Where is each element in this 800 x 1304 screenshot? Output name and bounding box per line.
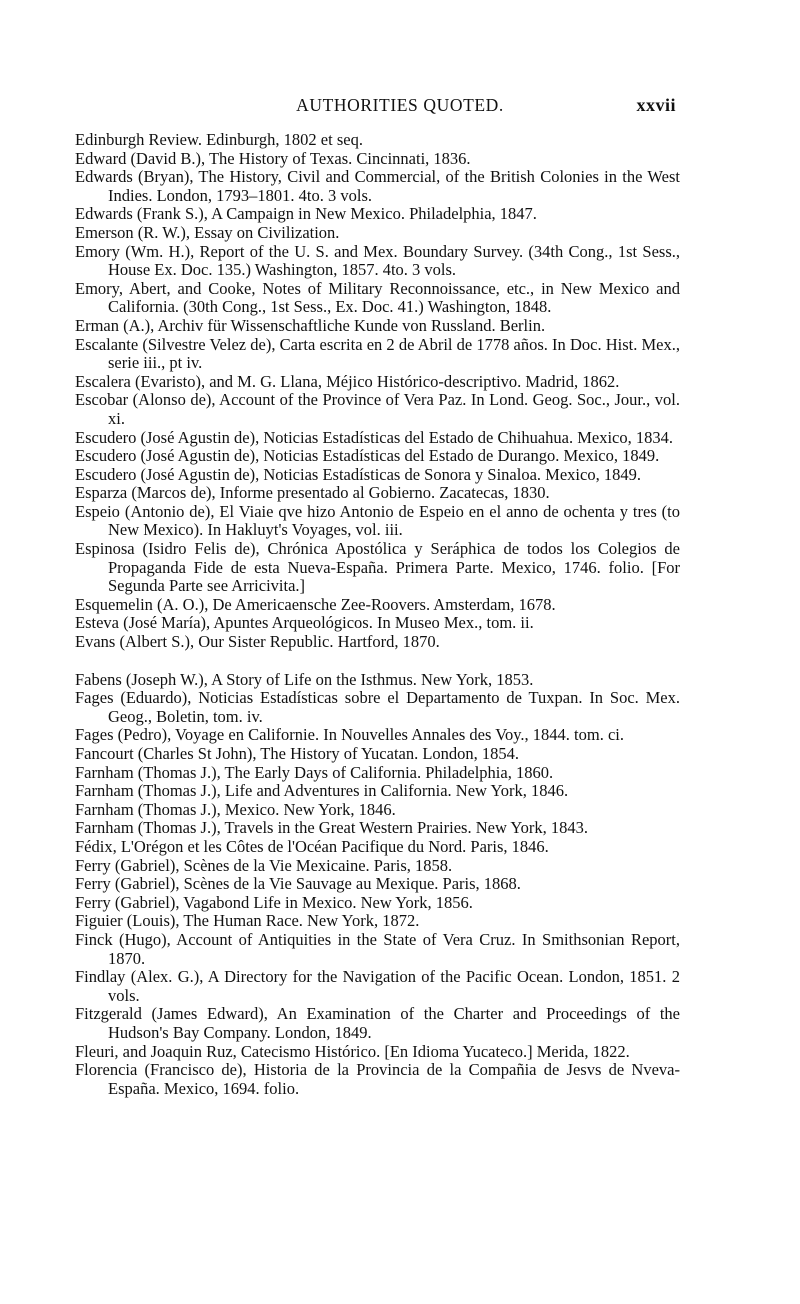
bibliography-entry: Farnham (Thomas J.), Life and Adventures in California. New York, 1846. — [75, 781, 569, 801]
bibliography-section — [75, 671, 680, 1099]
bibliography-entry: Edwards (Frank S.), A Campaign in New Mexico. Philadelphia, 1847. — [75, 204, 537, 224]
bibliography-entry: Escudero (José Agustin de), Noticias Estadísticas del Estado de Chihuahua. Mexico, 1834. — [75, 427, 674, 447]
bibliography-entry: Emory, Abert, and Cooke, Notes of Military Reconnoissance, etc., in New Mexico and California. (30th Cong., 1st Sess., Ex. Doc. 41.) Washington, 1848. — [75, 278, 680, 317]
bibliography-entry: Esparza (Marcos de), Informe presentado al Gobierno. Zacatecas, 1830. — [75, 483, 550, 503]
bibliography-entry: Emory (Wm. H.), Report of the U. S. and Mex. Boundary Survey. (34th Cong., 1st Sess., House Ex. Doc. 135.) Washington, 1857. 4to. 3 vols. — [75, 241, 680, 280]
bibliography-entry: Figuier (Louis), The Human Race. New York, 1872. — [75, 911, 420, 931]
bibliography-entry: Fancourt (Charles St John), The History of Yucatan. London, 1854. — [75, 744, 520, 763]
bibliography-entry: Escudero (José Agustin de), Noticias Estadísticas de Sonora y Sinaloa. Mexico, 1849. — [75, 464, 641, 484]
bibliography-entry: Esteva (José María), Apuntes Arqueológicos. In Museo Mex., tom. ii. — [75, 613, 534, 633]
bibliography-entry: Fages (Pedro), Voyage en Californie. In Nouvelles Annales des Voy., 1844. tom. ci. — [75, 725, 625, 745]
bibliography-entry: Edinburgh Review. Edinburgh, 1802 et seq. — [75, 130, 363, 149]
bibliography-entry: Farnham (Thomas J.), The Early Days of California. Philadelphia, 1860. — [75, 762, 554, 782]
bibliography-entry: Erman (A.), Archiv für Wissenschaftliche Kunde von Russland. Berlin. — [75, 315, 546, 335]
bibliography-entry: Ferry (Gabriel), Vagabond Life in Mexico. New York, 1856. — [75, 892, 473, 912]
section-gap — [75, 652, 680, 671]
bibliography-entry: Ferry (Gabriel), Scènes de la Vie Sauvage au Mexique. Paris, 1868. — [75, 874, 521, 894]
bibliography-entry: Edwards (Bryan), The History, Civil and Commercial, of the British Colonies in the West Indies. London, 1793–1801. 4to. 3 vols. — [75, 167, 680, 205]
bibliography-entry: Escudero (José Agustin de), Noticias Estadísticas del Estado de Durango. Mexico, 1849. — [75, 446, 660, 466]
bibliography-entry: Ferry (Gabriel), Scènes de la Vie Mexicaine. Paris, 1858. — [75, 855, 453, 875]
bibliography-entry: Espinosa (Isidro Felis de), Chrónica Apostólica y Seráphica de todos los Colegios de Propaganda Fide de esta Nueva-España. Primera Parte. Mexico, 1746. folio. [For Segunda Parte see Arricivita.] — [75, 539, 680, 596]
bibliography-entry: Esquemelin (A. O.), De Americaensche Zee-Roovers. Amsterdam, 1678. — [75, 594, 556, 614]
page-header — [0, 95, 800, 119]
bibliography-entry: Edward (David B.), The History of Texas. Cincinnati, 1836. — [75, 148, 471, 168]
bibliography-entry: Fitzgerald (James Edward), An Examination of the Charter and Proceedings of the Hudson's Bay Company. London, 1849. — [75, 1004, 680, 1042]
bibliography-entry: Espeio (Antonio de), El Viaie qve hizo Antonio de Espeio en el anno de ochenta y tres (to New Mexico). In Hakluyt's Voyages, vol. iii. — [75, 501, 680, 540]
page-number: xxvii — [636, 95, 676, 115]
bibliography-entry: Escalante (Silvestre Velez de), Carta escrita en 2 de Abril de 1778 años. In Doc. Hist. Mex., serie iii., pt iv. — [75, 334, 680, 373]
bibliography-entry: Fabens (Joseph W.), A Story of Life on the Isthmus. New York, 1853. — [75, 669, 534, 689]
bibliography-entry: Farnham (Thomas J.), Travels in the Great Western Prairies. New York, 1843. — [75, 818, 589, 838]
bibliography-entry: Fleuri, and Joaquin Ruz, Catecismo Histórico. [En Idioma Yucateco.] Merida, 1822. — [75, 1041, 630, 1061]
bibliography-entry: Fédix, L'Orégon et les Côtes de l'Océan Pacifique du Nord. Paris, 1846. — [75, 836, 549, 856]
bibliography-entry: Escobar (Alonso de), Account of the Province of Vera Paz. In Lond. Geog. Soc., Jour., vol. xi. — [75, 390, 680, 428]
bibliography-entry: Findlay (Alex. G.), A Directory for the Navigation of the Pacific Ocean. London, 1851. 2 vols. — [75, 967, 680, 1005]
bibliography-entry: Emerson (R. W.), Essay on Civilization. — [75, 222, 340, 242]
bibliography-entry: Farnham (Thomas J.), Mexico. New York, 1846. — [75, 799, 396, 819]
bibliography-entry: Fages (Eduardo), Noticias Estadísticas sobre el Departamento de Tuxpan. In Soc. Mex. Geog., Boletin, tom. iv. — [75, 688, 680, 726]
bibliography-entry: Escalera (Evaristo), and M. G. Llana, Méjico Histórico-descriptivo. Madrid, 1862. — [75, 371, 620, 391]
running-head-title: AUTHORITIES QUOTED. — [296, 95, 504, 115]
bibliography-entry: Florencia (Francisco de), Historia de la Provincia de la Compañia de Jesvs de Nveva-España. Mexico, 1694. folio. — [75, 1060, 680, 1098]
bibliography-entry: Finck (Hugo), Account of Antiquities in the State of Vera Cruz. In Smithsonian Report, 1870. — [75, 929, 680, 968]
bibliography-entry: Evans (Albert S.), Our Sister Republic. Hartford, 1870. — [75, 632, 440, 652]
bibliography-section — [75, 131, 680, 652]
bibliography-list — [75, 131, 680, 1098]
